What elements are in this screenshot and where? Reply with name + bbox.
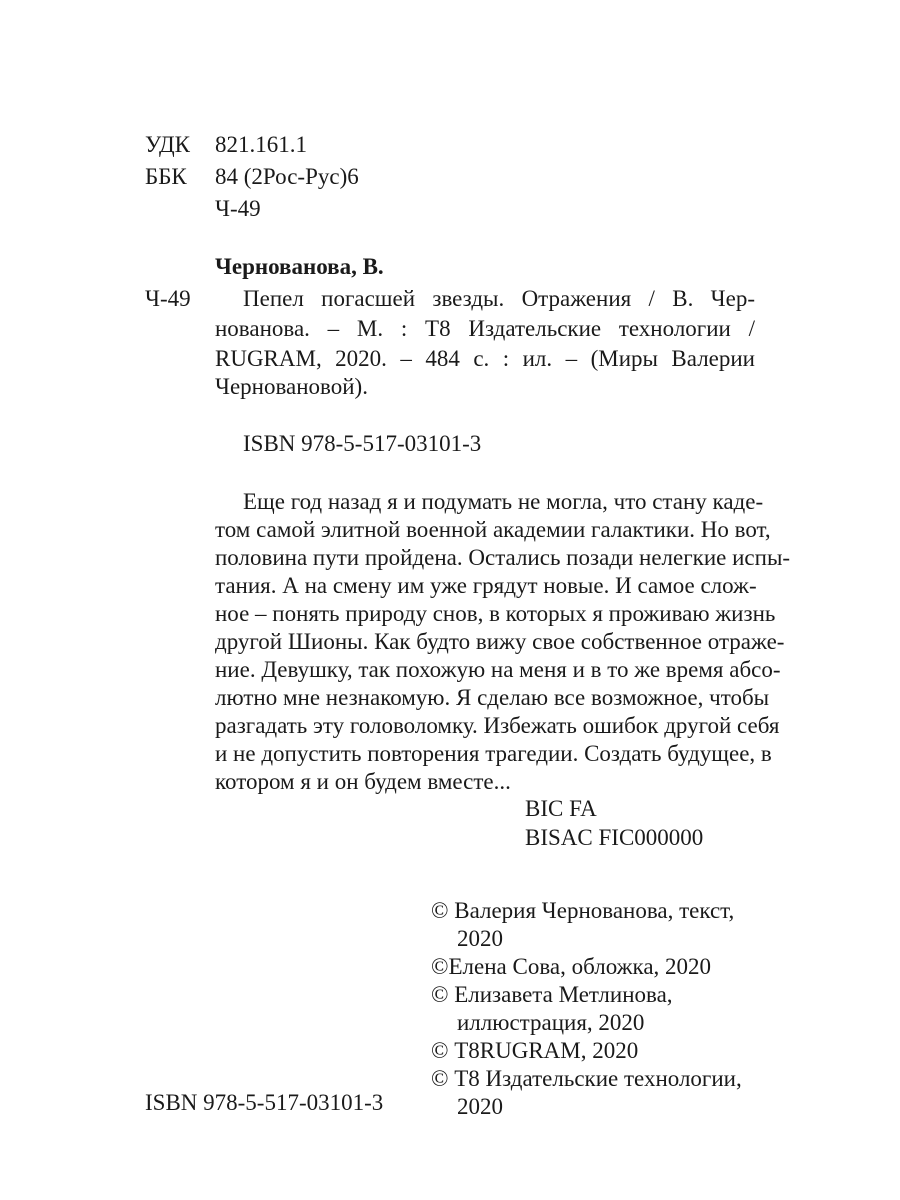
bic-code: BIC FA xyxy=(525,796,597,821)
author-mark-record: Ч-49 xyxy=(145,286,191,311)
bisac-code: BISAC FIC000000 xyxy=(525,825,704,850)
bbk-value: 84 (2Рос-Рус)6 xyxy=(215,164,359,189)
copyright-line: ©Елена Сова, обложка, 2020 xyxy=(431,954,712,979)
udk-label: УДК xyxy=(145,132,190,157)
copyright-line: иллюстрация, 2020 xyxy=(457,1010,645,1035)
annotation-line: лютно мне незнакомую. Я сделаю все возможное, чтобы xyxy=(215,685,770,710)
isbn-record: ISBN 978-5-517-03101-3 xyxy=(243,431,482,456)
copyright-line: 2020 xyxy=(457,1094,503,1119)
annotation-line: тания. А на смену им уже грядут новые. И самое слож- xyxy=(215,573,757,598)
description-line: Пепел погасшей звезды. Отражения / В. Чер- xyxy=(243,286,755,311)
copyright-line: © Т8RUGRAM, 2020 xyxy=(431,1038,639,1063)
copyright-line: © Валерия Чернованова, текст, xyxy=(431,898,735,923)
annotation-line: ное – понять природу снов, в которых я проживаю жизнь xyxy=(215,601,776,626)
author-mark-top: Ч-49 xyxy=(215,196,261,221)
description-line: Черновановой). xyxy=(215,374,368,399)
annotation-line: другой Шионы. Как будто вижу свое собственное отраже- xyxy=(215,629,785,654)
copyright-line: 2020 xyxy=(457,926,503,951)
author-heading: Чернованова, В. xyxy=(215,254,384,279)
annotation-line: половина пути пройдена. Остались позади нелегкие испы- xyxy=(215,545,791,570)
description-line: нованова. – М. : Т8 Издательские технологии / xyxy=(215,316,755,341)
annotation-line: разгадать эту головоломку. Избежать ошибок другой себя xyxy=(215,713,780,738)
bbk-label: ББК xyxy=(145,164,187,189)
description-line: RUGRAM, 2020. – 484 с. : ил. – (Миры Валерии xyxy=(215,346,755,371)
annotation-line: котором я и он будем вместе... xyxy=(215,769,511,794)
annotation-line: том самой элитной военной академии галактики. Но вот, xyxy=(215,517,771,542)
annotation-line: и не допустить повторения трагедии. Создать будущее, в xyxy=(215,741,772,766)
annotation-line: Еще год назад я и подумать не могла, что стану каде- xyxy=(243,489,764,514)
udk-value: 821.161.1 xyxy=(215,132,307,157)
copyright-line: © Т8 Издательские технологии, xyxy=(431,1066,742,1091)
isbn-footer: ISBN 978-5-517-03101-3 xyxy=(145,1090,384,1115)
copyright-line: © Елизавета Метлинова, xyxy=(431,982,673,1007)
annotation-line: ние. Девушку, так похожую на меня и в то же время абсо- xyxy=(215,657,781,682)
